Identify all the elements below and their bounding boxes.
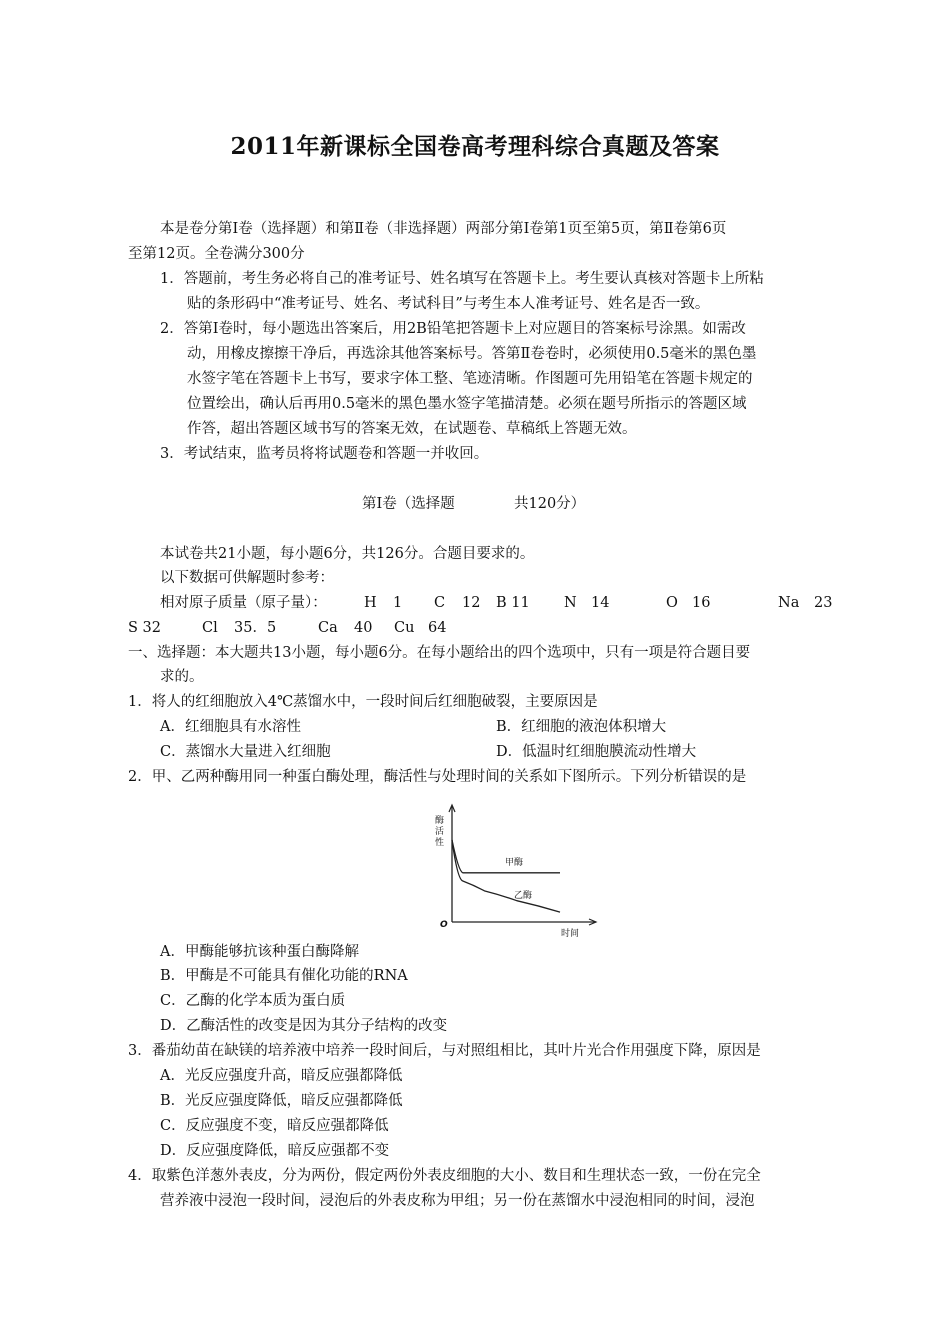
q1-stem: 1．将人的红细胞放入4℃蒸馏水中，一段时间后红细胞破裂，主要原因是 xyxy=(128,694,598,710)
atomic-cu: Cu xyxy=(394,620,415,636)
section-heading-right: 共120分） xyxy=(514,496,586,512)
instruction-2-line-5: 作答，超出答题区域书写的答案无效，在试题卷、草稿纸上答题无效。 xyxy=(187,421,637,437)
q2-option-c: C．乙酶的化学本质为蛋白质 xyxy=(160,993,346,1009)
atomic-n: N xyxy=(564,595,577,611)
atomic-h-val: 1 xyxy=(393,595,403,611)
atomic-cu-val: 64 xyxy=(428,620,447,636)
atomic-na-val: 23 xyxy=(814,595,833,611)
q3-option-d: D．反应强度降低，暗反应强都不变 xyxy=(160,1143,390,1159)
instruction-1-line-2: 贴的条形码中“准考证号、姓名、考试科目”与考生本人准考证号、姓名是否一致。 xyxy=(187,296,710,312)
atomic-ca: Ca xyxy=(318,620,338,636)
atomic-s: S 32 xyxy=(128,620,161,636)
atomic-o: O xyxy=(666,595,678,611)
q2-option-b: B．甲酶是不可能具有催化功能的RNA xyxy=(160,968,408,984)
chart-ylabel: 酶活性 xyxy=(435,816,445,848)
q3-stem: 3．番茄幼苗在缺镁的培养液中培养一段时间后，与对照组相比，其叶片光合作用强度下降，原因是 xyxy=(128,1043,761,1059)
atomic-n-val: 14 xyxy=(591,595,610,611)
section-heading-left: 第Ⅰ卷（选择题 xyxy=(362,496,455,512)
q1-option-b: B．红细胞的液泡体积增大 xyxy=(496,719,667,735)
enzyme-activity-chart xyxy=(420,800,610,938)
part1-line-1: 一、选择题：本大题共13小题，每小题6分。在每小题给出的四个选项中，只有一项是符合题目要 xyxy=(128,645,751,661)
chart-xlabel: 时间 xyxy=(561,929,580,939)
q3-option-c: C．反应强度不变，暗反应强都降低 xyxy=(160,1118,389,1134)
atomic-cl-val: 35．5 xyxy=(234,620,277,636)
section-ref: 以下数据可供解题时参考： xyxy=(160,570,334,586)
q1-option-c: C．蒸馏水大量进入红细胞 xyxy=(160,744,331,760)
section-desc: 本试卷共21小题，每小题6分，共126分。合题目要求的。 xyxy=(160,546,535,562)
intro-line-2: 至第12页。全卷满分300分 xyxy=(128,246,305,262)
chart-origin-label: O xyxy=(440,920,448,930)
part1-line-2: 求的。 xyxy=(160,669,204,685)
instruction-2-line-4: 位置绘出，确认后再用0.5毫米的黑色墨水签字笔描清楚。必须在题号所指示的答题区域 xyxy=(187,396,747,412)
atomic-o-val: 16 xyxy=(692,595,711,611)
instruction-2-line-3: 水签字笔在答题卡上书写，要求字体工整、笔迹清晰。作图题可先用铅笔在答题卡规定的 xyxy=(187,371,753,387)
chart-series-line-yi xyxy=(452,840,560,912)
q2-option-a: A．甲酶能够抗该种蛋白酶降解 xyxy=(160,944,359,960)
q3-option-a: A．光反应强度升高，暗反应强都降低 xyxy=(160,1068,403,1084)
atomic-cl: Cl xyxy=(202,620,218,636)
atomic-b: B 11 xyxy=(496,595,530,611)
q4-line-1: 4．取紫色洋葱外表皮，分为两份，假定两份外表皮细胞的大小、数目和生理状态一致，一份在完全 xyxy=(128,1168,761,1184)
page-title: 2011年新课标全国卷高考理科综合真题及答案 xyxy=(230,133,720,160)
q2-stem: 2．甲、乙两种酶用同一种蛋白酶处理，酶活性与处理时间的关系如下图所示。下列分析错误的是 xyxy=(128,769,747,785)
atomic-na: Na xyxy=(778,595,800,611)
atomic-h: H xyxy=(364,595,377,611)
atomic-c: C xyxy=(434,595,446,611)
atomic-ca-val: 40 xyxy=(354,620,373,636)
atomic-c-val: 12 xyxy=(462,595,481,611)
q2-option-d: D．乙酶活性的改变是因为其分子结构的改变 xyxy=(160,1018,448,1034)
intro-line-1: 本是卷分第Ⅰ卷（选择题）和第Ⅱ卷（非选择题）两部分第Ⅰ卷第1页至第5页，第Ⅱ卷第6页 xyxy=(160,221,727,237)
q4-line-2: 营养液中浸泡一段时间，浸泡后的外表皮称为甲组；另一份在蒸馏水中浸泡相同的时间，浸泡 xyxy=(160,1193,755,1209)
chart-series-label-yi: 乙酶 xyxy=(514,891,533,901)
instruction-2-line-2: 动，用橡皮擦擦干净后，再选涂其他答案标号。答第Ⅱ卷卷时，必须使用0.5毫米的黑色墨 xyxy=(187,346,757,362)
instruction-3-line-1: 3．考试结束，监考员将将试题卷和答题一并收回。 xyxy=(160,446,489,462)
instruction-2-line-1: 2．答第Ⅰ卷时，每小题选出答案后，用2B铅笔把答题卡上对应题目的答案标号涂黑。如需改 xyxy=(160,321,746,337)
chart-series-label-jia: 甲酶 xyxy=(505,858,524,868)
atomic-label: 相对原子质量（原子量）： xyxy=(160,595,327,611)
q1-option-a: A．红细胞具有水溶性 xyxy=(160,719,301,735)
q1-option-d: D．低温时红细胞膜流动性增大 xyxy=(496,744,697,760)
instruction-1-line-1: 1．答题前，考生务必将自己的准考证号、姓名填写在答题卡上。考生要认真核对答题卡上所粘 xyxy=(160,271,764,287)
q3-option-b: B．光反应强度降低，暗反应强都降低 xyxy=(160,1093,403,1109)
